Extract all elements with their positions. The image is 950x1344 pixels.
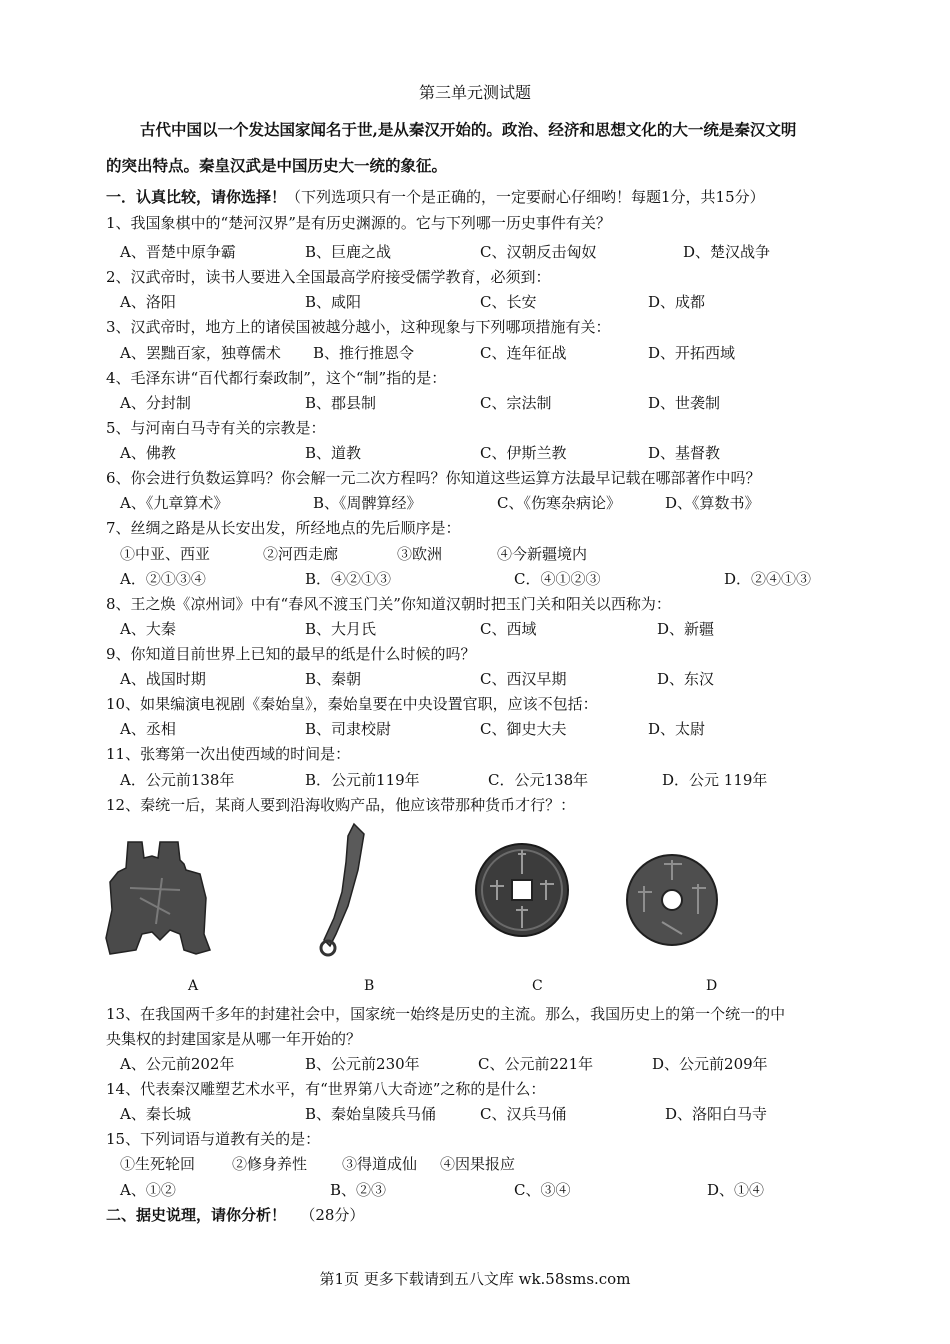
q1-option-c: C、汉朝反击匈奴 bbox=[480, 243, 597, 261]
question-15: 15、下列词语与道教有关的是： bbox=[106, 1130, 321, 1148]
question-10: 10、如果编演电视剧《秦始皇》，秦始皇要在中央设置官职，应该不包括： bbox=[106, 695, 598, 713]
q15-item-2: ②修身养性 bbox=[232, 1155, 308, 1173]
q9-option-a: A、战国时期 bbox=[120, 670, 206, 688]
question-11: 11、张骞第一次出使西域的时间是： bbox=[106, 745, 351, 763]
q14-option-b: B、秦始皇陵兵马俑 bbox=[305, 1105, 437, 1123]
question-12: 12、秦统一后，某商人要到沿海收购产品，他应该带那种货币才行？： bbox=[106, 796, 576, 814]
q7-item-4: ④今新疆境内 bbox=[497, 545, 588, 563]
q11-option-b: B．公元前119年 bbox=[305, 771, 420, 789]
q8-option-c: C、西域 bbox=[480, 620, 537, 638]
q7-option-d: D．②④①③ bbox=[724, 570, 812, 588]
q6-option-d: D、《算数书》 bbox=[665, 494, 760, 512]
q7-item-3: ③欧洲 bbox=[397, 545, 443, 563]
question-4: 4、毛泽东讲“百代都行秦政制”，这个“制”指的是： bbox=[106, 369, 447, 387]
section-2-heading: 二、据史说理，请你分析！ bbox=[106, 1206, 287, 1224]
spade-coin-image bbox=[100, 838, 215, 958]
section-1-heading: 一．认真比较，请你选择！ bbox=[106, 188, 287, 206]
q2-option-c: C、长安 bbox=[480, 293, 537, 311]
q4-option-d: D、世袭制 bbox=[648, 394, 721, 412]
question-14: 14、代表秦汉雕塑艺术水平，有“世界第八大奇迹”之称的是什么： bbox=[106, 1080, 546, 1098]
question-13-cont: 央集权的封建国家是从哪一年开始的？ bbox=[106, 1030, 362, 1048]
q3-option-a: A、罢黜百家，独尊儒术 bbox=[120, 344, 281, 362]
q15-item-3: ③得道成仙 bbox=[342, 1155, 418, 1173]
q2-option-b: B、咸阳 bbox=[305, 293, 362, 311]
q15-item-1: ①生死轮回 bbox=[120, 1155, 196, 1173]
question-2: 2、汉武帝时，读书人要进入全国最高学府接受儒学教育，必须到： bbox=[106, 268, 551, 286]
q15-option-a: A、①② bbox=[120, 1181, 176, 1199]
q5-option-a: A、佛教 bbox=[120, 444, 176, 462]
q4-option-a: A、分封制 bbox=[120, 394, 191, 412]
page-title: 第三单元测试题 bbox=[418, 83, 531, 102]
q8-option-d: D、新疆 bbox=[657, 620, 715, 638]
q10-option-b: B、司隶校尉 bbox=[305, 720, 392, 738]
q7-option-a: A．②①③④ bbox=[120, 570, 206, 588]
q5-option-b: B、道教 bbox=[305, 444, 362, 462]
q9-option-d: D、东汉 bbox=[657, 670, 715, 688]
question-3: 3、汉武帝时，地方上的诸侯国被越分越小，这种现象与下列哪项措施有关： bbox=[106, 318, 611, 336]
q15-item-4: ④因果报应 bbox=[440, 1155, 516, 1173]
q14-option-c: C、汉兵马俑 bbox=[480, 1105, 567, 1123]
section-1-header bbox=[106, 186, 765, 208]
q7-option-b: B．④②①③ bbox=[305, 570, 392, 588]
q11-option-a: A．公元前138年 bbox=[120, 771, 235, 789]
q10-option-d: D、太尉 bbox=[648, 720, 706, 738]
q3-option-b: B、推行推恩令 bbox=[313, 344, 415, 362]
section-2-header bbox=[106, 1204, 364, 1226]
q1-option-a: A、晋楚中原争霸 bbox=[120, 243, 236, 261]
coin-label-a: A bbox=[188, 978, 199, 994]
q6-option-c: C、《伤寒杂病论》 bbox=[497, 494, 621, 512]
coin-label-b: B bbox=[364, 978, 375, 994]
q1-option-d: D、楚汉战争 bbox=[683, 243, 771, 261]
q5-option-d: D、基督教 bbox=[648, 444, 721, 462]
q7-item-2: ②河西走廊 bbox=[263, 545, 339, 563]
q9-option-c: C、西汉早期 bbox=[480, 670, 567, 688]
q6-option-b: B、《周髀算经》 bbox=[313, 494, 422, 512]
q7-option-c: C．④①②③ bbox=[514, 570, 601, 588]
question-6: 6、你会进行负数运算吗？你会解一元二次方程吗？你知道这些运算方法最早记载在哪部著作中吗？ bbox=[106, 469, 761, 487]
q13-option-d: D、公元前209年 bbox=[652, 1055, 768, 1073]
q14-option-d: D、洛阳白马寺 bbox=[665, 1105, 768, 1123]
intro-line-1: 古代中国以一个发达国家闻名于世,是从秦汉开始的。政治、经济和思想文化的大一统是秦汉文明 bbox=[140, 120, 797, 139]
q5-option-c: C、伊斯兰教 bbox=[480, 444, 567, 462]
coin-label-d: D bbox=[706, 978, 718, 994]
q10-option-a: A、丞相 bbox=[120, 720, 176, 738]
q2-option-a: A、洛阳 bbox=[120, 293, 176, 311]
q15-option-c: C、③④ bbox=[514, 1181, 571, 1199]
q4-option-c: C、宗法制 bbox=[480, 394, 552, 412]
round-hole-coin-image bbox=[624, 852, 720, 948]
q11-option-c: C．公元138年 bbox=[488, 771, 589, 789]
q3-option-d: D、开拓西域 bbox=[648, 344, 736, 362]
q10-option-c: C、御史大夫 bbox=[480, 720, 567, 738]
knife-coin-image bbox=[308, 822, 378, 960]
page-footer: 第1页 更多下载请到五八文库 wk.58sms.com bbox=[319, 1270, 631, 1288]
q13-option-a: A、公元前202年 bbox=[120, 1055, 235, 1073]
q11-option-d: D．公元 119年 bbox=[662, 771, 768, 789]
q6-option-a: A、《九章算术》 bbox=[120, 494, 229, 512]
q1-option-b: B、巨鹿之战 bbox=[305, 243, 392, 261]
q14-option-a: A、秦长城 bbox=[120, 1105, 191, 1123]
square-hole-coin-image bbox=[472, 840, 572, 940]
question-5: 5、与河南白马寺有关的宗教是： bbox=[106, 419, 326, 437]
intro-line-2: 的突出特点。秦皇汉武是中国历史大一统的象征。 bbox=[106, 156, 448, 175]
question-1: 1、我国象棋中的“楚河汉界”是有历史渊源的。它与下列哪一历史事件有关？ bbox=[106, 214, 611, 232]
q8-option-a: A、大秦 bbox=[120, 620, 176, 638]
question-13: 13、在我国两千多年的封建社会中，国家统一始终是历史的主流。那么，我国历史上的第一个统一的中 bbox=[106, 1005, 786, 1023]
coin-label-c: C bbox=[532, 978, 543, 994]
q13-option-b: B、公元前230年 bbox=[305, 1055, 420, 1073]
q2-option-d: D、成都 bbox=[648, 293, 706, 311]
question-7: 7、丝绸之路是从长安出发，所经地点的先后顺序是： bbox=[106, 519, 461, 537]
question-8: 8、王之焕《凉州词》中有“春风不渡玉门关”你知道汉朝时把玉门关和阳关以西称为： bbox=[106, 595, 671, 613]
section-2-note: （28分） bbox=[300, 1206, 365, 1224]
q3-option-c: C、连年征战 bbox=[480, 344, 567, 362]
q15-option-b: B、②③ bbox=[330, 1181, 387, 1199]
q4-option-b: B、郡县制 bbox=[305, 394, 377, 412]
q13-option-c: C、公元前221年 bbox=[478, 1055, 594, 1073]
q8-option-b: B、大月氏 bbox=[305, 620, 377, 638]
q15-option-d: D、①④ bbox=[707, 1181, 765, 1199]
q7-item-1: ①中亚、西亚 bbox=[120, 545, 211, 563]
q9-option-b: B、秦朝 bbox=[305, 670, 362, 688]
question-9: 9、你知道目前世界上已知的最早的纸是什么时候的吗？ bbox=[106, 645, 476, 663]
section-1-note: （下列选项只有一个是正确的，一定要耐心仔细哟！每题1分，共15分） bbox=[286, 188, 765, 206]
